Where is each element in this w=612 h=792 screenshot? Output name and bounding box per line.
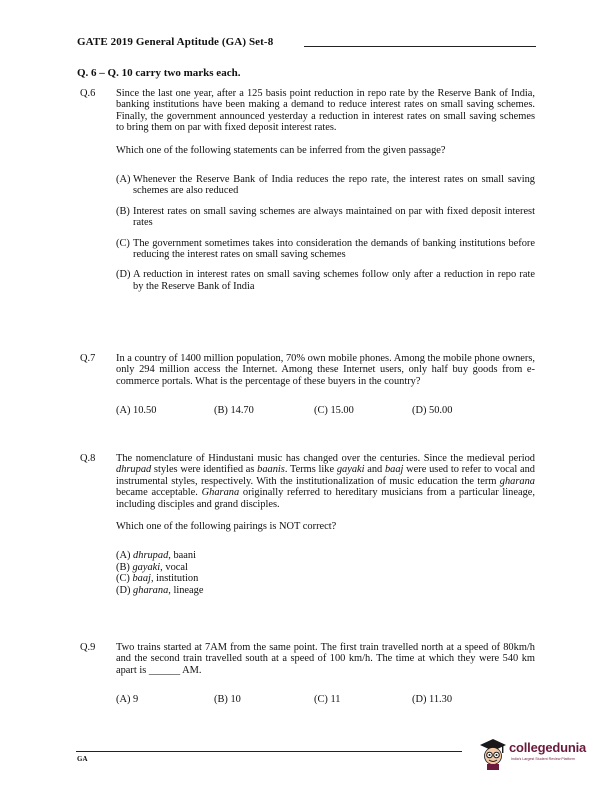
option-term: gharana (133, 584, 169, 596)
passage-text: . Terms like (284, 464, 337, 476)
section-heading: Q. 6 – Q. 10 carry two marks each. (77, 67, 241, 79)
header-rule (304, 46, 536, 47)
option-b[interactable] (116, 562, 535, 573)
logo-wordmark: collegedunia (509, 740, 587, 755)
question-number: Q.9 (80, 642, 96, 653)
option-label: (D) (116, 269, 131, 281)
footer-label: GA (77, 755, 88, 763)
footer-rule (76, 751, 462, 752)
question-number: Q.6 (80, 88, 96, 99)
option-b[interactable]: (B) 10 (214, 694, 241, 706)
option-term: dhrupad (133, 550, 169, 562)
passage-text: The nomenclature of Hindustani music has changed over the centuries. Since the medieval period (116, 453, 535, 464)
option-label: (A) (116, 550, 131, 562)
option-text: Interest rates on small saving schemes are always maintained on par with fixed deposit interest rates (133, 205, 535, 229)
option-text: , vocal (160, 561, 188, 573)
option-c[interactable]: (C) 11 (314, 694, 341, 706)
graduate-mascot-icon (478, 736, 508, 770)
option-d[interactable]: (D) 11.30 (412, 694, 453, 706)
option-text: , lineage (168, 584, 204, 596)
collegedunia-logo (478, 736, 606, 772)
option-d[interactable] (116, 269, 535, 292)
option-a[interactable]: (A) 10.50 (116, 405, 157, 417)
option-b[interactable] (116, 206, 535, 229)
option-text: The government sometimes takes into consideration the demands of banking institutions before reducing the interest rates on small saving schemes (133, 237, 535, 261)
option-label: (D) (116, 584, 131, 596)
question-prompt: Which one of the following statements can be inferred from the given passage? (116, 144, 446, 156)
page-header-title: GATE 2019 General Aptitude (GA) Set-8 (77, 36, 274, 48)
question-prompt: Which one of the following pairings is NOT correct? (116, 521, 337, 533)
option-term: baaj (132, 573, 151, 585)
option-row (116, 405, 535, 417)
passage-term: baanis (257, 464, 285, 476)
option-c[interactable] (116, 573, 535, 584)
option-label: (B) (116, 205, 130, 217)
option-b[interactable]: (B) 14.70 (214, 405, 254, 417)
passage-term: dhrupad (116, 464, 152, 476)
passage-text: were used to refer to vocal and instrumental styles, respectively. With the institutionalization of music education the term (116, 464, 535, 487)
option-list (116, 550, 535, 596)
question-number: Q.7 (80, 353, 96, 364)
question-body (116, 642, 535, 706)
passage-term: baaj (384, 464, 404, 476)
option-label: (B) (116, 561, 130, 573)
question-body (116, 353, 535, 417)
question-body (116, 88, 535, 301)
option-c[interactable]: (C) 15.00 (314, 405, 354, 417)
option-row (116, 694, 535, 706)
question-passage: In a country of 1400 million population, 70% own mobile phones. Among the mobile phone owners, only 294 million access the Internet. Among these Internet users, only half buy goods from e-commerce portals. What is the percentage of these buyers in the country? (116, 353, 535, 387)
passage-term: gharana (499, 475, 535, 487)
logo-tagline: India's Largest Student Review Platform (511, 757, 575, 761)
passage-text: and (364, 464, 385, 476)
question-passage (116, 453, 535, 510)
passage-text: styles were identified as (151, 464, 258, 476)
option-label: (C) (116, 237, 130, 249)
option-text: , baani (168, 550, 196, 562)
passage-text: originally referred to hereditary musicians from a particular lineage, including disciples and grand disciples. (116, 487, 535, 510)
option-a[interactable]: (A) 9 (116, 694, 139, 706)
passage-term: gayaki (336, 464, 365, 476)
option-d[interactable] (116, 585, 535, 596)
option-label: (A) (116, 174, 131, 186)
option-c[interactable] (116, 238, 535, 261)
option-text: A reduction in interest rates on small saving schemes follow only after a reduction in repo rate by the Reserve Bank of India (133, 269, 535, 292)
option-d[interactable]: (D) 50.00 (412, 405, 453, 417)
question-number: Q.8 (80, 453, 96, 464)
question-passage: Since the last one year, after a 125 basis point reduction in repo rate by the Reserve Bank of India, banking institutions have been making a demand to reduce interest rates on small saving schemes. Finally, the government announced yesterday a reduction in interest rates on small saving schemes to bring them on par with fixed deposit interest rates. (116, 88, 535, 134)
option-a[interactable] (116, 174, 535, 197)
option-text: Whenever the Reserve Bank of India reduces the repo rate, the interest rates on small saving schemes are also reduced (133, 174, 535, 197)
option-a[interactable] (116, 550, 535, 561)
passage-term: Gharana (201, 487, 240, 499)
passage-text: became acceptable. (116, 487, 202, 499)
question-body (116, 453, 535, 596)
question-passage: Two trains started at 7AM from the same point. The first train travelled north at a speed of 80km/h and the second train travelled south at a speed of 100 km/h. The time at which they were 540 km apart is ______ AM. (116, 642, 535, 676)
option-label: (C) (116, 573, 130, 585)
option-text: , institution (150, 573, 199, 585)
option-term: gayaki (132, 561, 161, 573)
